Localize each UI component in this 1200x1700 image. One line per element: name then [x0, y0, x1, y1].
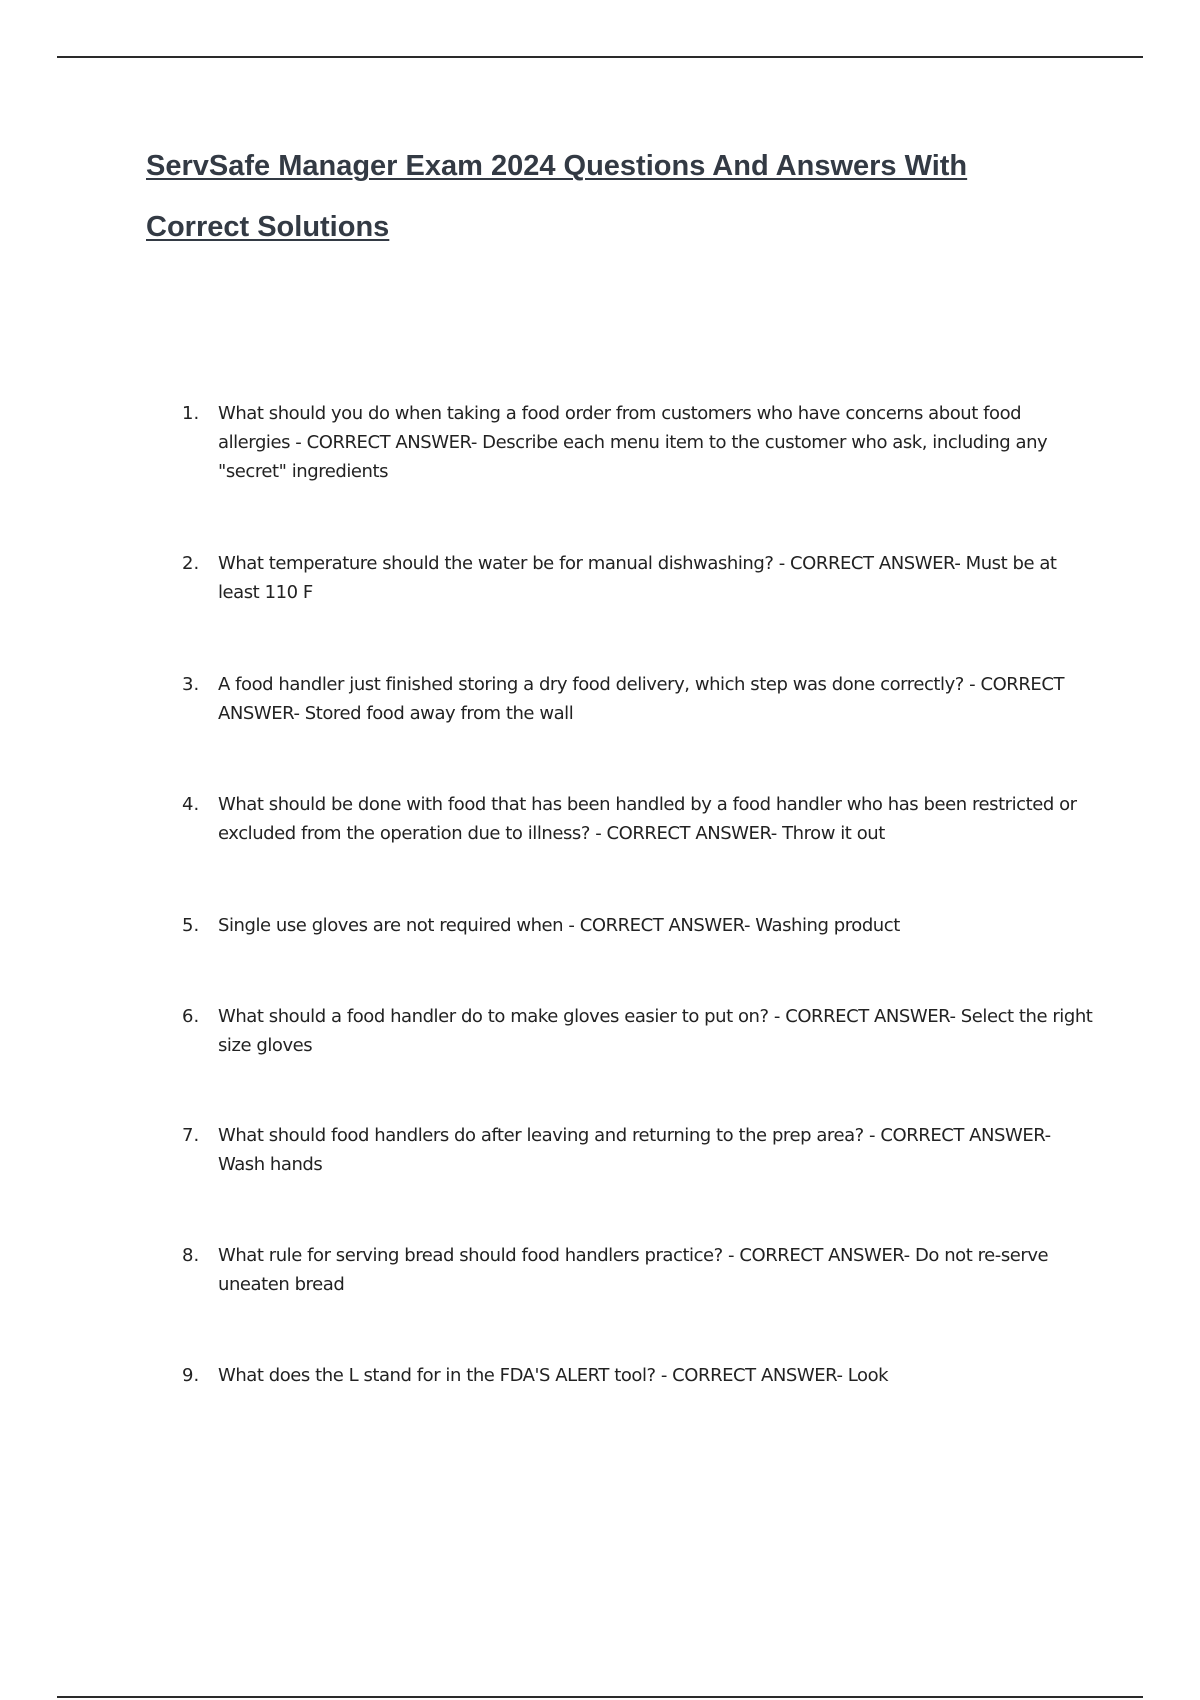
- question-item: [182, 790, 1097, 848]
- bottom-rule: [57, 1696, 1143, 1698]
- question-number: 4.: [182, 794, 200, 815]
- question-number: 7.: [182, 1125, 200, 1146]
- question-text: Single use gloves are not required when - CORRECT ANSWER- Washing product: [218, 915, 900, 936]
- question-number: 9.: [182, 1365, 200, 1386]
- question-number: 5.: [182, 915, 200, 936]
- question-text: What should you do when taking a food order from customers who have concerns about food allergies - CORRECT ANSWER- Describe each menu item to the customer who ask, including any "secret" ingredients: [218, 403, 1048, 482]
- question-item: [182, 1241, 1097, 1299]
- question-item: [182, 1361, 1097, 1390]
- question-item: [182, 549, 1097, 607]
- question-text: What temperature should the water be for manual dishwashing? - CORRECT ANSWER- Must be at least 110 F: [218, 553, 1057, 603]
- question-text: A food handler just finished storing a dry food delivery, which step was done correctly? - CORRECT ANSWER- Stored food away from the wall: [218, 674, 1064, 724]
- question-number: 2.: [182, 553, 200, 574]
- question-text: What should food handlers do after leaving and returning to the prep area? - CORRECT ANSWER- Wash hands: [218, 1125, 1051, 1175]
- title-line-1: ServSafe Manager Exam 2024 Questions And Answers With: [146, 150, 968, 182]
- question-item: [182, 911, 1097, 940]
- question-number: 1.: [182, 403, 200, 424]
- question-text: What should a food handler do to make gloves easier to put on? - CORRECT ANSWER- Select the right size gloves: [218, 1006, 1093, 1056]
- question-text: What does the L stand for in the FDA'S ALERT tool? - CORRECT ANSWER- Look: [218, 1365, 889, 1386]
- title-line-2: Correct Solutions: [146, 211, 390, 243]
- question-item: [182, 1002, 1097, 1060]
- question-text: What should be done with food that has been handled by a food handler who has been restricted or excluded from the operation due to illness? - CORRECT ANSWER- Throw it out: [218, 794, 1077, 844]
- question-number: 8.: [182, 1245, 200, 1266]
- question-item: [182, 399, 1097, 486]
- question-item: [182, 1121, 1097, 1179]
- question-number: 3.: [182, 674, 200, 695]
- question-number: 6.: [182, 1006, 200, 1027]
- question-text: What rule for serving bread should food handlers practice? - CORRECT ANSWER- Do not re-serve uneaten bread: [218, 1245, 1049, 1295]
- question-item: [182, 670, 1097, 728]
